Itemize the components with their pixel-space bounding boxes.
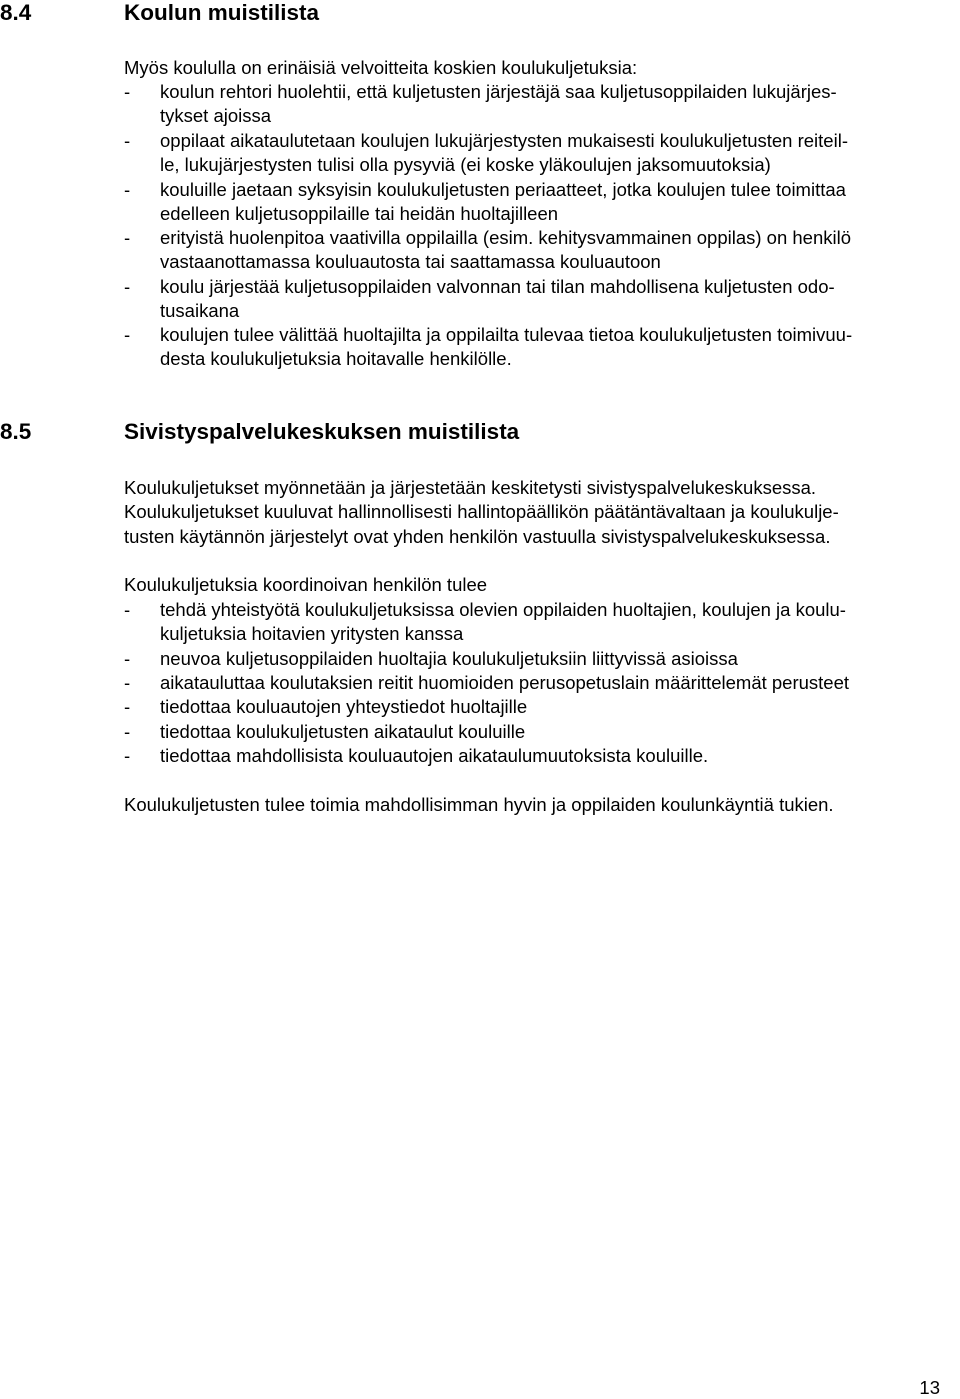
list-item-line: koulujen tulee välittää huoltajilta ja oppilailta tulevaa tietoa koulukuljetusten toimivuu- [160, 324, 853, 345]
closing-paragraph: Koulukuljetusten tulee toimia mahdollisimman hyvin ja oppilaiden koulunkäyntiä tukien. [124, 794, 834, 815]
list-dash: - [124, 648, 131, 669]
list-item-line: kouluille jaetaan syksyisin koulukuljetusten periaatteet, jotka koulujen tulee toimittaa [160, 179, 846, 200]
list-dash: - [124, 672, 131, 693]
list-item-line: koulu järjestää kuljetusoppilaiden valvonnan tai tilan mahdollisena kuljetusten odo- [160, 276, 835, 297]
page-number: 13 [919, 1377, 940, 1398]
section-title: Sivistyspalvelukeskuksen muistilista [124, 419, 520, 444]
list-dash: - [124, 696, 131, 717]
list-dash: - [124, 179, 131, 200]
paragraph-line: Koulukuljetukset myönnetään ja järjestetään keskitetysti sivistyspalvelukeskuksessa. [124, 477, 817, 498]
section-intro: Myös koululla on erinäisiä velvoitteita koskien koulukuljetuksia: [124, 57, 638, 78]
list-dash: - [124, 721, 131, 742]
list-item-line: erityistä huolenpitoa vaativilla oppilailla (esim. kehitysvammainen oppilas) on henkilö [160, 227, 852, 248]
list-dash: - [124, 130, 131, 151]
list-item-line: tusaikana [160, 300, 240, 321]
section-heading-8-4 [0, 0, 319, 26]
list-item-line: desta koulukuljetuksia hoitavalle henkilölle. [160, 348, 512, 369]
list-item-line: tiedottaa kouluautojen yhteystiedot huoltajille [160, 696, 528, 717]
list-dash: - [124, 227, 131, 248]
list-dash: - [124, 324, 131, 345]
list-item-line: neuvoa kuljetusoppilaiden huoltajia koulukuljetuksiin liittyvissä asioissa [160, 648, 738, 669]
list-dash: - [124, 599, 131, 620]
list-item-line: tehdä yhteistyötä koulukuljetuksissa olevien oppilaiden huoltajien, koulujen ja koulu- [160, 599, 846, 620]
list-item-line: kuljetuksia hoitavien yritysten kanssa [160, 623, 464, 644]
list-item-line: vastaanottamassa kouluautosta tai saattamassa kouluautoon [160, 251, 661, 272]
paragraph-line: tusten käytännön järjestelyt ovat yhden henkilön vastuulla sivistyspalvelukeskuksessa. [124, 526, 831, 547]
list-item-line: oppilaat aikataulutetaan koulujen lukujärjestysten mukaisesti koulukuljetusten reiteil- [160, 130, 848, 151]
section-number: 8.5 [0, 419, 32, 444]
list-dash: - [124, 81, 131, 102]
section-title: Koulun muistilista [124, 0, 320, 25]
section-heading-8-5 [0, 419, 519, 445]
section-intro: Koulukuljetuksia koordinoivan henkilön tulee [124, 574, 488, 595]
paragraph-line: Koulukuljetukset kuuluvat hallinnollisesti hallintopäällikön päätäntävaltaan ja koulukulje- [124, 501, 839, 522]
list-item-line: koulun rehtori huolehtii, että kuljetusten järjestäjä saa kuljetusoppilaiden lukujärjes- [160, 81, 837, 102]
list-item-line: tiedottaa koulukuljetusten aikataulut kouluille [160, 721, 526, 742]
list-dash: - [124, 745, 131, 766]
list-item-line: tiedottaa mahdollisista kouluautojen aikataulumuutoksista kouluille. [160, 745, 709, 766]
list-item-line: tykset ajoissa [160, 105, 272, 126]
section-number: 8.4 [0, 0, 32, 25]
list-item-line: edelleen kuljetusoppilaille tai heidän huoltajilleen [160, 203, 559, 224]
list-item-line: le, lukujärjestysten tulisi olla pysyviä (ei koske yläkoulujen jaksomuutoksia) [160, 154, 771, 175]
list-dash: - [124, 276, 131, 297]
list-item-line: aikatauluttaa koulutaksien reitit huomioiden perusopetuslain määrittelemät perusteet [160, 672, 850, 693]
